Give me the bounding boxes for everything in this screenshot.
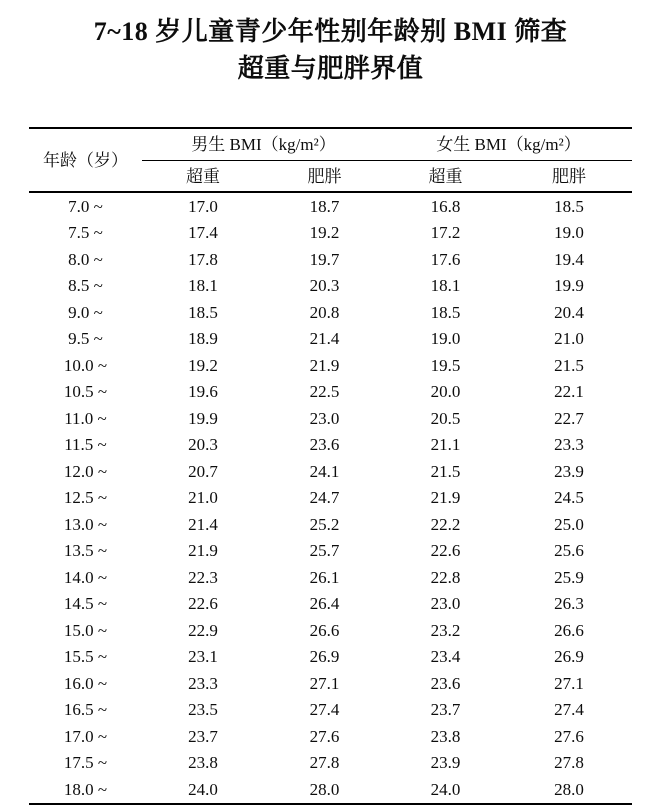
table-row bbox=[29, 379, 632, 406]
table-row bbox=[29, 273, 632, 300]
girls-overweight-value: 23.6 bbox=[430, 673, 461, 693]
bmi-cutoff-table bbox=[29, 127, 632, 805]
table-row bbox=[29, 697, 632, 724]
girls-obesity-value: 22.1 bbox=[554, 382, 584, 402]
table-header bbox=[29, 128, 632, 192]
boys-overweight-value: 21.9 bbox=[188, 541, 218, 561]
boys-overweight-value: 19.9 bbox=[188, 408, 218, 428]
boys-overweight-value: 23.8 bbox=[188, 753, 218, 773]
girls-obesity-value: 22.7 bbox=[554, 408, 584, 428]
girls-overweight-value: 16.8 bbox=[430, 196, 461, 216]
age-cell: 16.0 ~ bbox=[63, 673, 108, 693]
table-row bbox=[29, 458, 632, 485]
boys-obesity-value: 26.4 bbox=[309, 594, 340, 614]
boys-obesity-value: 21.4 bbox=[309, 329, 340, 349]
table-row bbox=[29, 246, 632, 273]
girls-obesity-value: 23.9 bbox=[554, 461, 584, 481]
girls-overweight-header: 超重 bbox=[385, 161, 506, 193]
girls-obesity-value: 19.9 bbox=[554, 276, 584, 296]
girls-overweight-value: 21.5 bbox=[430, 461, 461, 481]
boys-bmi-group-header: 男生 BMI（kg/m²） bbox=[142, 128, 385, 161]
girls-obesity-value: 27.1 bbox=[554, 673, 584, 693]
girls-overweight-value: 21.9 bbox=[430, 488, 461, 508]
girls-obesity-value: 19.0 bbox=[554, 223, 584, 243]
boys-overweight-value: 23.3 bbox=[188, 673, 218, 693]
boys-overweight-value: 23.7 bbox=[188, 726, 218, 746]
table-row bbox=[29, 670, 632, 697]
boys-obesity-header: 肥胖 bbox=[264, 161, 385, 193]
boys-overweight-value: 22.6 bbox=[188, 594, 218, 614]
boys-overweight-header: 超重 bbox=[142, 161, 264, 193]
table-row bbox=[29, 776, 632, 804]
girls-obesity-value: 27.4 bbox=[554, 700, 584, 720]
age-cell: 15.0 ~ bbox=[63, 620, 108, 640]
table-row bbox=[29, 432, 632, 459]
age-cell: 14.0 ~ bbox=[63, 567, 108, 587]
boys-obesity-value: 18.7 bbox=[309, 196, 340, 216]
girls-obesity-value: 21.5 bbox=[554, 355, 584, 375]
boys-obesity-value: 19.2 bbox=[309, 223, 340, 243]
girls-obesity-value: 25.9 bbox=[554, 567, 584, 587]
boys-overweight-value: 22.3 bbox=[188, 567, 218, 587]
boys-obesity-value: 26.9 bbox=[309, 647, 340, 667]
girls-obesity-value: 19.4 bbox=[554, 249, 584, 269]
boys-overweight-value: 17.0 bbox=[188, 196, 218, 216]
boys-obesity-value: 27.1 bbox=[309, 673, 340, 693]
title-line-2: 超重与肥胖界值 bbox=[237, 54, 424, 83]
boys-obesity-value: 28.0 bbox=[309, 779, 340, 799]
group-header-row bbox=[29, 128, 632, 161]
girls-bmi-group-header: 女生 BMI（kg/m²） bbox=[385, 128, 632, 161]
title-line-1: 7~18 岁儿童青少年性别年龄别 BMI 筛查 bbox=[93, 17, 568, 46]
boys-obesity-value: 25.2 bbox=[309, 514, 340, 534]
boys-obesity-value: 27.8 bbox=[309, 753, 340, 773]
age-cell: 7.5 ~ bbox=[68, 223, 103, 243]
boys-obesity-value: 22.5 bbox=[309, 382, 340, 402]
girls-obesity-value: 25.6 bbox=[554, 541, 584, 561]
girls-overweight-value: 22.8 bbox=[430, 567, 461, 587]
age-column-header: 年龄（岁） bbox=[29, 128, 142, 192]
table-row bbox=[29, 352, 632, 379]
girls-overweight-value: 23.0 bbox=[430, 594, 461, 614]
table-row bbox=[29, 591, 632, 618]
boys-overweight-value: 17.8 bbox=[188, 249, 218, 269]
boys-obesity-value: 25.7 bbox=[309, 541, 340, 561]
table-row bbox=[29, 511, 632, 538]
table-row bbox=[29, 644, 632, 671]
age-cell: 10.0 ~ bbox=[63, 355, 108, 375]
boys-obesity-value: 20.8 bbox=[309, 302, 340, 322]
table-body bbox=[29, 192, 632, 804]
boys-overweight-value: 20.3 bbox=[188, 435, 218, 455]
boys-overweight-value: 18.5 bbox=[188, 302, 218, 322]
girls-overweight-value: 23.2 bbox=[430, 620, 461, 640]
table-row bbox=[29, 405, 632, 432]
girls-obesity-header: 肥胖 bbox=[506, 161, 632, 193]
girls-overweight-value: 19.5 bbox=[430, 355, 461, 375]
girls-obesity-value: 23.3 bbox=[554, 435, 584, 455]
girls-obesity-value: 24.5 bbox=[554, 488, 584, 508]
girls-obesity-value: 26.6 bbox=[554, 620, 584, 640]
age-cell: 8.5 ~ bbox=[68, 276, 103, 296]
boys-obesity-value: 20.3 bbox=[309, 276, 340, 296]
girls-overweight-value: 18.1 bbox=[430, 276, 461, 296]
age-cell: 8.0 ~ bbox=[68, 249, 103, 269]
boys-overweight-value: 18.1 bbox=[188, 276, 218, 296]
boys-overweight-value: 21.0 bbox=[188, 488, 218, 508]
girls-overweight-value: 17.2 bbox=[430, 223, 461, 243]
girls-obesity-value: 28.0 bbox=[554, 779, 584, 799]
girls-obesity-value: 18.5 bbox=[554, 196, 584, 216]
girls-overweight-value: 20.0 bbox=[430, 382, 461, 402]
table-row bbox=[29, 192, 632, 220]
girls-obesity-value: 20.4 bbox=[554, 302, 584, 322]
girls-overweight-value: 24.0 bbox=[430, 779, 461, 799]
girls-obesity-value: 27.6 bbox=[554, 726, 584, 746]
table-row bbox=[29, 220, 632, 247]
boys-overweight-value: 23.5 bbox=[188, 700, 218, 720]
age-cell: 17.0 ~ bbox=[63, 726, 108, 746]
girls-obesity-value: 25.0 bbox=[554, 514, 584, 534]
age-cell: 7.0 ~ bbox=[68, 196, 103, 216]
girls-obesity-value: 21.0 bbox=[554, 329, 584, 349]
boys-obesity-value: 24.7 bbox=[309, 488, 340, 508]
girls-overweight-value: 23.8 bbox=[430, 726, 461, 746]
age-cell: 12.5 ~ bbox=[63, 488, 108, 508]
girls-overweight-value: 21.1 bbox=[430, 435, 461, 455]
boys-overweight-value: 20.7 bbox=[188, 461, 218, 481]
boys-obesity-value: 26.1 bbox=[309, 567, 340, 587]
boys-obesity-value: 23.0 bbox=[309, 408, 340, 428]
boys-obesity-value: 21.9 bbox=[309, 355, 340, 375]
age-cell: 18.0 ~ bbox=[63, 779, 108, 799]
girls-obesity-value: 27.8 bbox=[554, 753, 584, 773]
girls-overweight-value: 18.5 bbox=[430, 302, 461, 322]
boys-obesity-value: 24.1 bbox=[309, 461, 340, 481]
age-cell: 11.0 ~ bbox=[64, 408, 107, 428]
girls-overweight-value: 23.9 bbox=[430, 753, 461, 773]
age-cell: 17.5 ~ bbox=[63, 753, 108, 773]
boys-obesity-value: 27.6 bbox=[309, 726, 340, 746]
girls-overweight-value: 22.6 bbox=[430, 541, 461, 561]
boys-overweight-value: 23.1 bbox=[188, 647, 218, 667]
girls-overweight-value: 17.6 bbox=[430, 249, 461, 269]
boys-obesity-value: 23.6 bbox=[309, 435, 340, 455]
girls-obesity-value: 26.3 bbox=[554, 594, 584, 614]
girls-obesity-value: 26.9 bbox=[554, 647, 584, 667]
age-cell: 13.5 ~ bbox=[63, 541, 108, 561]
table-row bbox=[29, 299, 632, 326]
age-cell: 12.0 ~ bbox=[63, 461, 108, 481]
table-row bbox=[29, 617, 632, 644]
table-row bbox=[29, 750, 632, 777]
girls-overweight-value: 22.2 bbox=[430, 514, 461, 534]
boys-overweight-value: 19.6 bbox=[188, 382, 218, 402]
girls-overweight-value: 23.4 bbox=[430, 647, 461, 667]
table-row bbox=[29, 485, 632, 512]
boys-obesity-value: 27.4 bbox=[309, 700, 340, 720]
girls-overweight-value: 23.7 bbox=[430, 700, 461, 720]
boys-obesity-value: 19.7 bbox=[309, 249, 340, 269]
boys-overweight-value: 21.4 bbox=[188, 514, 218, 534]
age-cell: 14.5 ~ bbox=[63, 594, 108, 614]
age-cell: 9.0 ~ bbox=[68, 302, 103, 322]
boys-overweight-value: 19.2 bbox=[188, 355, 218, 375]
age-cell: 16.5 ~ bbox=[63, 700, 108, 720]
age-cell: 15.5 ~ bbox=[63, 647, 108, 667]
table-row bbox=[29, 723, 632, 750]
table-row bbox=[29, 538, 632, 565]
boys-overweight-value: 24.0 bbox=[188, 779, 218, 799]
table-row bbox=[29, 564, 632, 591]
document-title bbox=[0, 0, 661, 87]
boys-overweight-value: 18.9 bbox=[188, 329, 218, 349]
age-cell: 10.5 ~ bbox=[63, 382, 108, 402]
boys-overweight-value: 17.4 bbox=[188, 223, 218, 243]
girls-overweight-value: 19.0 bbox=[430, 329, 461, 349]
age-cell: 13.0 ~ bbox=[63, 514, 108, 534]
age-cell: 9.5 ~ bbox=[68, 329, 103, 349]
boys-obesity-value: 26.6 bbox=[309, 620, 340, 640]
age-cell: 11.5 ~ bbox=[64, 435, 107, 455]
girls-overweight-value: 20.5 bbox=[430, 408, 461, 428]
table-row bbox=[29, 326, 632, 353]
boys-overweight-value: 22.9 bbox=[188, 620, 218, 640]
